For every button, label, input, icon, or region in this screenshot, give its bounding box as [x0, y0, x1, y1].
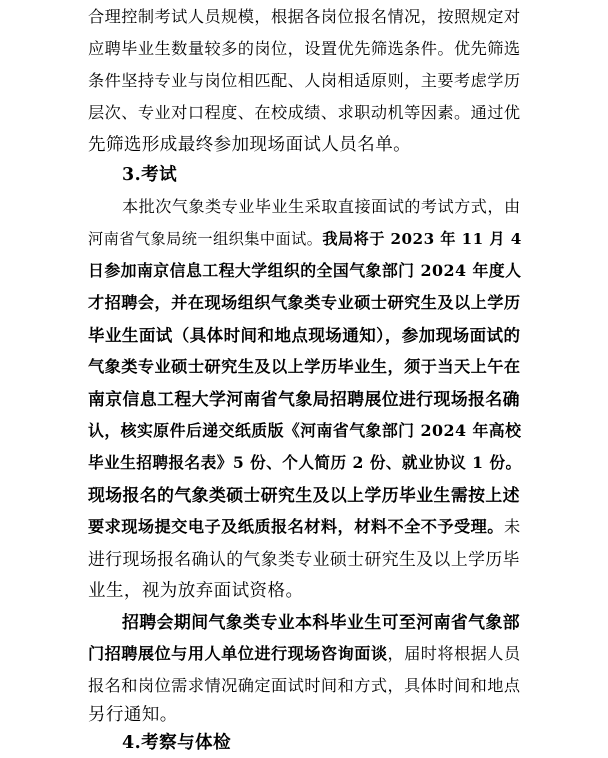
text-line	[88, 130, 411, 160]
text-segment: 门招聘展位与用人单位进行现场咨询面谈	[88, 644, 388, 663]
text-segment: 进行现场报名确认的气象类专业硕士研究生及以上学历毕	[88, 549, 520, 569]
text-segment: 认，核实原件后递交纸质版《河南省气象部门 2024 年高校	[88, 421, 522, 440]
text-line	[88, 448, 522, 478]
text-segment: 业生，视为放弃面试资格。	[88, 581, 304, 601]
text-segment: 应聘毕业生数量较多的岗位，设置优先筛选条件。优先筛选	[88, 39, 521, 58]
text-segment: 招聘会期间气象类专业本科毕业生可至河南省气象部	[122, 612, 521, 632]
text-segment: 条件坚持专业与岗位相匹配、人岗相适原则，主要考虑学历	[88, 71, 521, 90]
text-segment: 气象类专业硕士研究生及以上学历毕业生，须于当天上午在	[88, 357, 521, 376]
text-line	[88, 384, 520, 414]
text-line	[88, 544, 520, 574]
section-heading-exam	[122, 160, 177, 190]
text-segment: 南京信息工程大学河南省气象局招聘展位进行现场报名确	[88, 389, 520, 409]
text-segment: 层次、专业对口程度、在校成绩、求职动机等因素。通过优	[88, 103, 521, 122]
text-segment: ，届时将根据人员	[387, 644, 521, 663]
text-line	[88, 320, 520, 350]
text-line	[88, 2, 521, 32]
text-segment: 河南省气象局统一组织集中面试。	[88, 230, 323, 248]
text-line	[88, 98, 521, 128]
text-line	[88, 66, 521, 96]
text-segment: 毕业生面试（具体时间和地点现场通知），参加现场面试的	[88, 325, 521, 345]
text-segment: 4.考察与体检	[122, 733, 231, 753]
text-segment: 先筛选形成最终参加现场面试人员名单。	[88, 135, 412, 155]
text-segment: 本批次气象类专业毕业生采取直接面试的考试方式，由	[122, 197, 521, 216]
section-heading-inspection	[122, 728, 231, 758]
text-line	[122, 192, 521, 222]
text-line	[88, 480, 520, 510]
text-line	[88, 288, 521, 318]
text-line	[88, 34, 521, 64]
text-line	[88, 512, 521, 542]
text-segment: 现场报名的气象类硕士研究生及以上学历毕业生需按上述	[88, 485, 520, 505]
text-segment: 我局将于 2023 年 11 月 4	[322, 230, 522, 248]
text-line	[88, 256, 521, 286]
text-segment: 才招聘会，并在现场组织气象类专业硕士研究生及以上学历	[88, 293, 521, 312]
text-segment: 要求现场提交电子及纸质报名材料，材料不全不予受理。	[88, 517, 504, 536]
text-line	[88, 671, 521, 701]
text-segment: 日参加南京信息工程大学组织的全国气象部门 2024 年度人	[88, 261, 522, 280]
text-segment: 另行通知。	[88, 705, 178, 725]
text-line	[88, 700, 178, 730]
text-segment: 3.考试	[122, 165, 178, 185]
text-segment: 合理控制考试人员规模，根据各岗位报名情况，按照规定对	[88, 7, 521, 26]
text-line	[88, 224, 522, 254]
text-segment: 毕业生招聘报名表》5 份、个人简历 2 份、就业协议 1 份。	[88, 453, 522, 472]
text-line	[88, 576, 303, 606]
text-segment: 未	[503, 517, 521, 536]
text-line	[88, 352, 521, 382]
text-segment: 报名和岗位需求情况确定面试时间和方式，具体时间和地点	[88, 676, 521, 695]
text-line	[88, 639, 521, 669]
text-line	[122, 607, 520, 637]
text-line	[88, 416, 521, 446]
